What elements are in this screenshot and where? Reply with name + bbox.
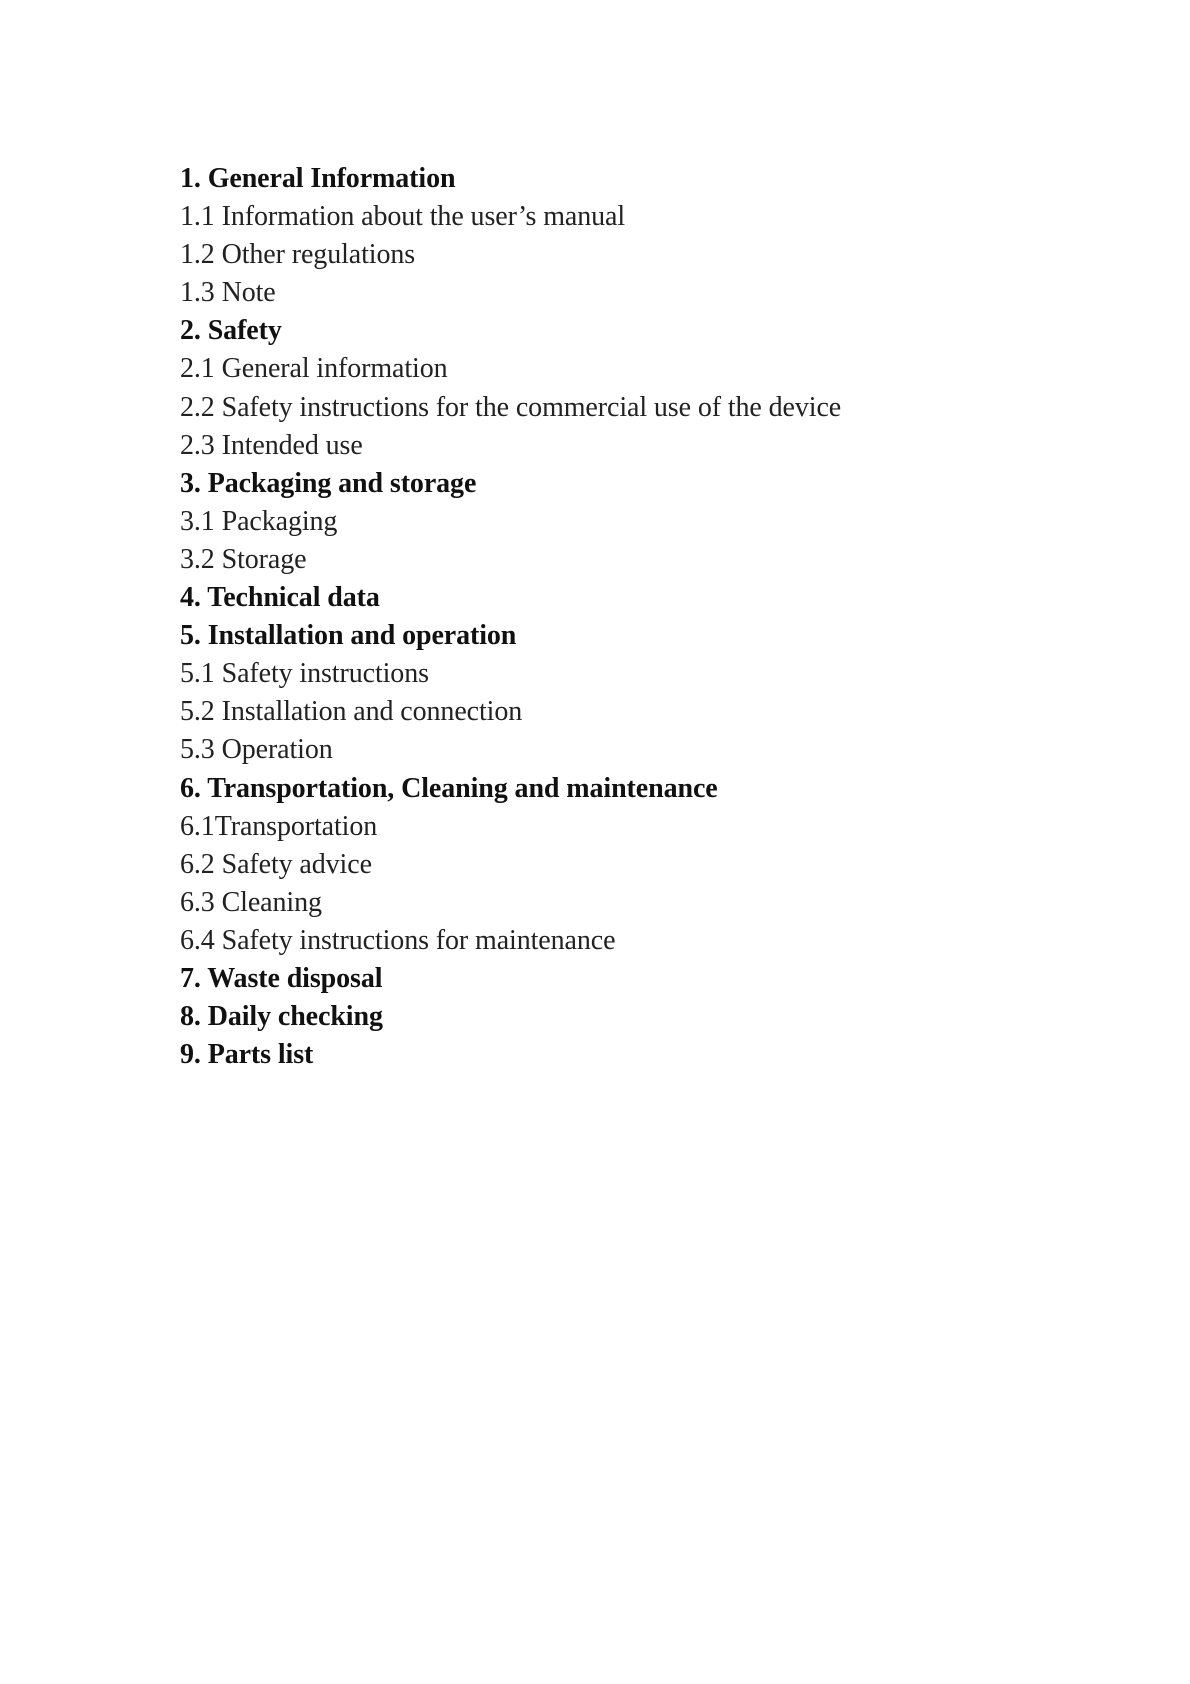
toc-section-3-2: 3.2 Storage [180, 543, 307, 575]
toc-section-2-3: 2.3 Intended use [180, 429, 363, 461]
toc-section-1-1: 1.1 Information about the user’s manual [180, 201, 626, 233]
toc-section-6-4: 6.4 Safety instructions for maintenance [180, 924, 616, 956]
toc-section-3-1: 3.1 Packaging [180, 505, 338, 537]
toc-chapter-3: 3. Packaging and storage [180, 467, 477, 499]
toc-section-5-2: 5.2 Installation and connection [180, 696, 523, 728]
toc-section-5-3: 5.3 Operation [180, 734, 333, 766]
toc-chapter-2: 2. Safety [180, 315, 282, 347]
toc-section-2-1: 2.1 General information [180, 353, 448, 385]
toc-chapter-5: 5. Installation and operation [180, 620, 517, 652]
toc-chapter-7: 7. Waste disposal [180, 962, 383, 994]
toc-chapter-4: 4. Technical data [180, 582, 380, 614]
toc-chapter-1: 1. General Information [180, 163, 456, 194]
toc-chapter-6: 6. Transportation, Cleaning and maintenance [180, 772, 718, 804]
toc-chapter-9: 9. Parts list [180, 1039, 314, 1071]
toc-section-6-3: 6.3 Cleaning [180, 886, 322, 918]
toc-section-6-1: 6.1Transportation [180, 810, 378, 842]
toc-section-6-2: 6.2 Safety advice [180, 848, 372, 880]
toc-section-2-2: 2.2 Safety instructions for the commercial use of the device [180, 391, 842, 423]
toc-section-1-3: 1.3 Note [180, 277, 276, 309]
table-of-contents [180, 160, 1080, 1074]
toc-section-1-2: 1.2 Other regulations [180, 239, 416, 271]
toc-section-5-1: 5.1 Safety instructions [180, 658, 429, 690]
toc-chapter-8: 8. Daily checking [180, 1001, 383, 1033]
